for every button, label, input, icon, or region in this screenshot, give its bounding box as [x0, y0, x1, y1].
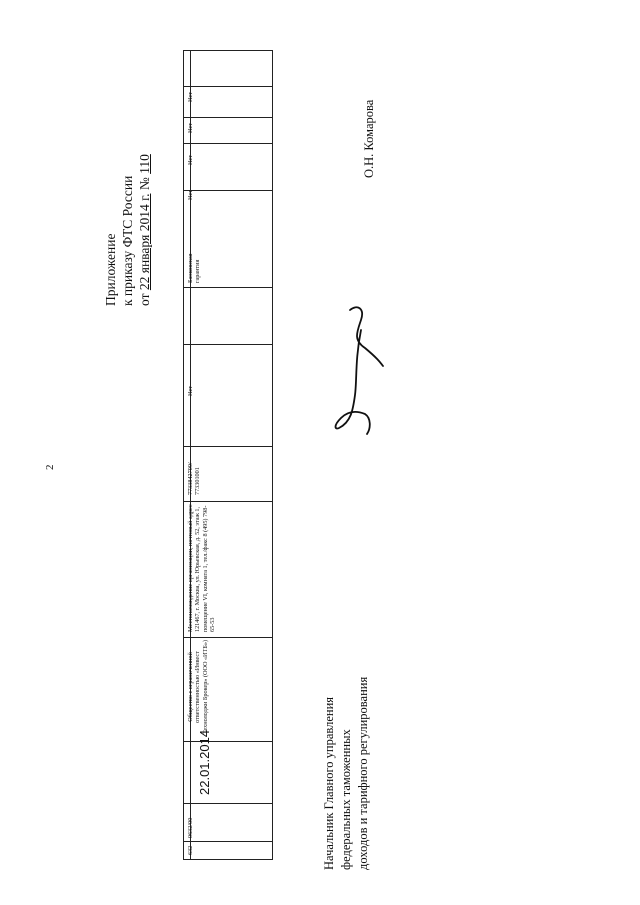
cell-net-1: Нет [187, 190, 194, 200]
signatory-title-line3: доходов и тарифного регулирования [356, 676, 370, 870]
signatory-title-line1: Начальник Главного управления [322, 696, 336, 870]
appendix-date-prefix: от [137, 293, 152, 306]
appendix-number-prefix: № [137, 177, 152, 191]
registry-date: 22.01.2014 [197, 729, 212, 795]
appendix-order: к приказу ФТС России [120, 175, 135, 306]
appendix-date: 22 января 2014 г. [137, 193, 152, 291]
appendix-date-line [136, 154, 153, 306]
signature-block [321, 677, 372, 870]
page-number: 2 [44, 464, 56, 470]
handwritten-signature [325, 300, 395, 440]
appendix-title: Приложение [103, 233, 118, 306]
cell-net-3: Нет [187, 123, 194, 133]
organization-name: Общество с ограниченной ответственностью «Инвест Технолоджи Брокер» (ООО «ИТБ») [187, 639, 209, 735]
cell-net-4: Нет [187, 92, 194, 102]
appendix-header [102, 154, 153, 306]
signatory-title-line2: федеральных таможенных [339, 729, 353, 870]
cell-net: Нет [187, 386, 194, 396]
organization-address: Местонахождение организации, почтовый адрес 121467, г. Москва, ул. Юрьевская, д. 52, этаж 1, помещение VI, комната 1, тел./факс 8 (495) 798-65-53 [187, 504, 217, 632]
bank-guarantee: Банковская гарантия [187, 253, 202, 283]
appendix-number: 110 [137, 154, 152, 174]
registry-code: 0632/00 [187, 817, 194, 838]
row-number: 632 [187, 845, 194, 855]
cell-net-2: Нет [187, 155, 194, 165]
inn-kpp: 7733842709/ 773301001 [187, 462, 202, 495]
signer-name: О.Н. Комарова [362, 99, 376, 178]
